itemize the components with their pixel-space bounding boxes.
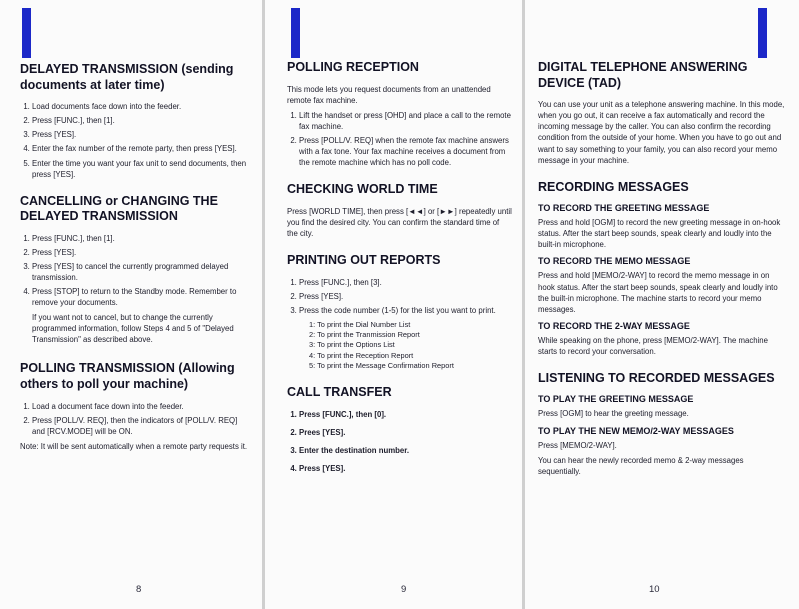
listening-messages-heading: LISTENING TO RECORDED MESSAGES <box>538 370 775 385</box>
polling-transmission-steps <box>20 401 250 437</box>
recording-messages-heading: RECORDING MESSAGES <box>538 179 689 194</box>
polling-reception-heading: POLLING RECEPTION <box>287 60 419 74</box>
delayed-transmission-steps <box>20 101 250 179</box>
call-transfer-heading: CALL TRANSFER <box>287 385 392 400</box>
page-number: 8 <box>136 584 142 595</box>
list-item: 3. Press [YES] to cancel the currently programmed delayed transmission. <box>32 261 250 283</box>
play-greeting-text: Press [OGM] to hear the greeting message. <box>538 409 689 419</box>
record-2way-subheading: TO RECORD THE 2-WAY MESSAGE <box>538 320 690 331</box>
world-time-heading: CHECKING WORLD TIME <box>287 182 438 197</box>
list-item: 2. Press [YES]. <box>32 247 250 258</box>
page-9 <box>265 0 522 609</box>
list-item: 2. Press [POLL/V. REQ], then the indicators of [POLL/V. REQ] and [RCV.MODE] will be ON. <box>32 415 250 437</box>
record-greeting-text: Press and hold [OGM] to record the new greeting message in on-hook status. After the start beep sounds, speak clearly and loudly into the built-in microphone. <box>538 218 781 250</box>
list-item: 1. Load documents face down into the feeder. <box>32 101 250 112</box>
play-new-memo-text: Press [MEMO/2-WAY]. <box>538 440 617 450</box>
cancel-change-heading: CANCELLING or CHANGING THE DELAYED TRANSMISSION <box>20 193 218 224</box>
list-item: 5: To print the Message Confirmation Report <box>309 361 454 371</box>
list-item: 2. Press [FUNC.], then [1]. <box>32 115 250 126</box>
list-item: 1. Press [FUNC.], then [0]. <box>299 409 512 420</box>
polling-reception-intro: This mode lets you request documents from an unattended remote fax machine. <box>287 84 491 105</box>
list-item: 2. Press [POLL/V. REQ] when the remote fax machine answers with a fax tone. Your fax machine receives a document from the remote machine which has no poll code. <box>299 135 512 168</box>
polling-reception-steps <box>287 110 512 168</box>
record-greeting-subheading: TO RECORD THE GREETING MESSAGE <box>538 203 710 214</box>
list-item: 3. Enter the destination number. <box>299 445 512 456</box>
tad-heading: DIGITAL TELEPHONE ANSWERING DEVICE (TAD) <box>538 60 748 90</box>
page-number: 9 <box>401 584 407 595</box>
list-item: 2. Press [YES]. <box>299 291 512 302</box>
delayed-transmission-heading: DELAYED TRANSMISSION (sending documents at later time) <box>20 62 234 92</box>
printing-reports-steps <box>287 277 512 316</box>
world-time-text: Press [WORLD TIME], then press [◄◄] or [►►] repeatedly until you find the desired city. You can confirm the standard time of the city. <box>287 206 512 238</box>
list-item: 1: To print the Dial Number List <box>309 319 411 329</box>
record-2way-text: While speaking on the phone, press [MEMO/2-WAY]. The machine starts to record your conversation. <box>538 335 768 356</box>
play-new-memo-note: You can hear the newly recorded memo & 2-way messages sequentially. <box>538 455 744 476</box>
list-item: 4: To print the Reception Report <box>309 350 414 360</box>
list-item: 1. Press [FUNC.], then [3]. <box>299 277 512 288</box>
list-item: 3. Press [YES]. <box>32 129 250 140</box>
printing-reports-heading: PRINTING OUT REPORTS <box>287 252 441 267</box>
cancel-change-note: If you want not to cancel, but to change the currently programmed information, follow Steps 4 and 5 of "Delayed Transmission" as described above. <box>32 313 234 345</box>
list-item: 1. Press [FUNC.], then [1]. <box>32 233 250 244</box>
section-tab-marker <box>758 8 767 58</box>
list-item: 2: To print the Tranmission Report <box>309 330 420 340</box>
page-10 <box>525 0 799 609</box>
list-item: 3. Press the code number (1-5) for the list you want to print. <box>299 305 512 316</box>
page-8 <box>0 0 262 609</box>
list-item: 1. Lift the handset or press [OHD] and place a call to the remote fax machine. <box>299 110 512 132</box>
section-tab-marker <box>291 8 300 58</box>
record-memo-text: Press and hold [MEMO/2-WAY] to record the memo message in on hook status. After the start beep sounds, speak clearly and loudly into the built-in microphone. The machine starts to record your memo messages. <box>538 271 778 314</box>
report-code-list <box>309 320 512 372</box>
record-memo-subheading: TO RECORD THE MEMO MESSAGE <box>538 256 691 267</box>
list-item: 3: To print the Options List <box>309 340 395 350</box>
list-item: 4. Press [YES]. <box>299 463 512 474</box>
list-item: 4. Press [STOP] to return to the Standby mode. Remember to remove your documents. <box>32 286 250 308</box>
call-transfer-steps <box>287 409 512 474</box>
polling-transmission-note: Note: It will be sent automatically when a remote party requests it. <box>20 441 248 451</box>
list-item: 4. Enter the fax number of the remote party, then press [YES]. <box>32 143 250 154</box>
tad-text: You can use your unit as a telephone answering machine. In this mode, when you go out, it can receive a fax automatically and record the incoming message by the caller. You can also confirm the recording condition from the outside of your home. When you have to go out and want to say something to your family, you can also record your memo message in your machine. <box>538 100 785 165</box>
play-new-memo-subheading: TO PLAY THE NEW MEMO/2-WAY MESSAGES <box>538 425 734 436</box>
list-item: 5. Enter the time you want your fax unit to send documents, then press [YES]. <box>32 158 250 180</box>
page-number: 10 <box>649 584 660 595</box>
polling-transmission-heading: POLLING TRANSMISSION (Allowing others to poll your machine) <box>20 361 235 392</box>
list-item: 1. Load a document face down into the feeder. <box>32 401 250 412</box>
cancel-change-steps <box>20 233 250 308</box>
section-tab-marker <box>22 8 31 58</box>
play-greeting-subheading: TO PLAY THE GREETING MESSAGE <box>538 394 694 405</box>
list-item: 2. Prees [YES]. <box>299 427 512 438</box>
